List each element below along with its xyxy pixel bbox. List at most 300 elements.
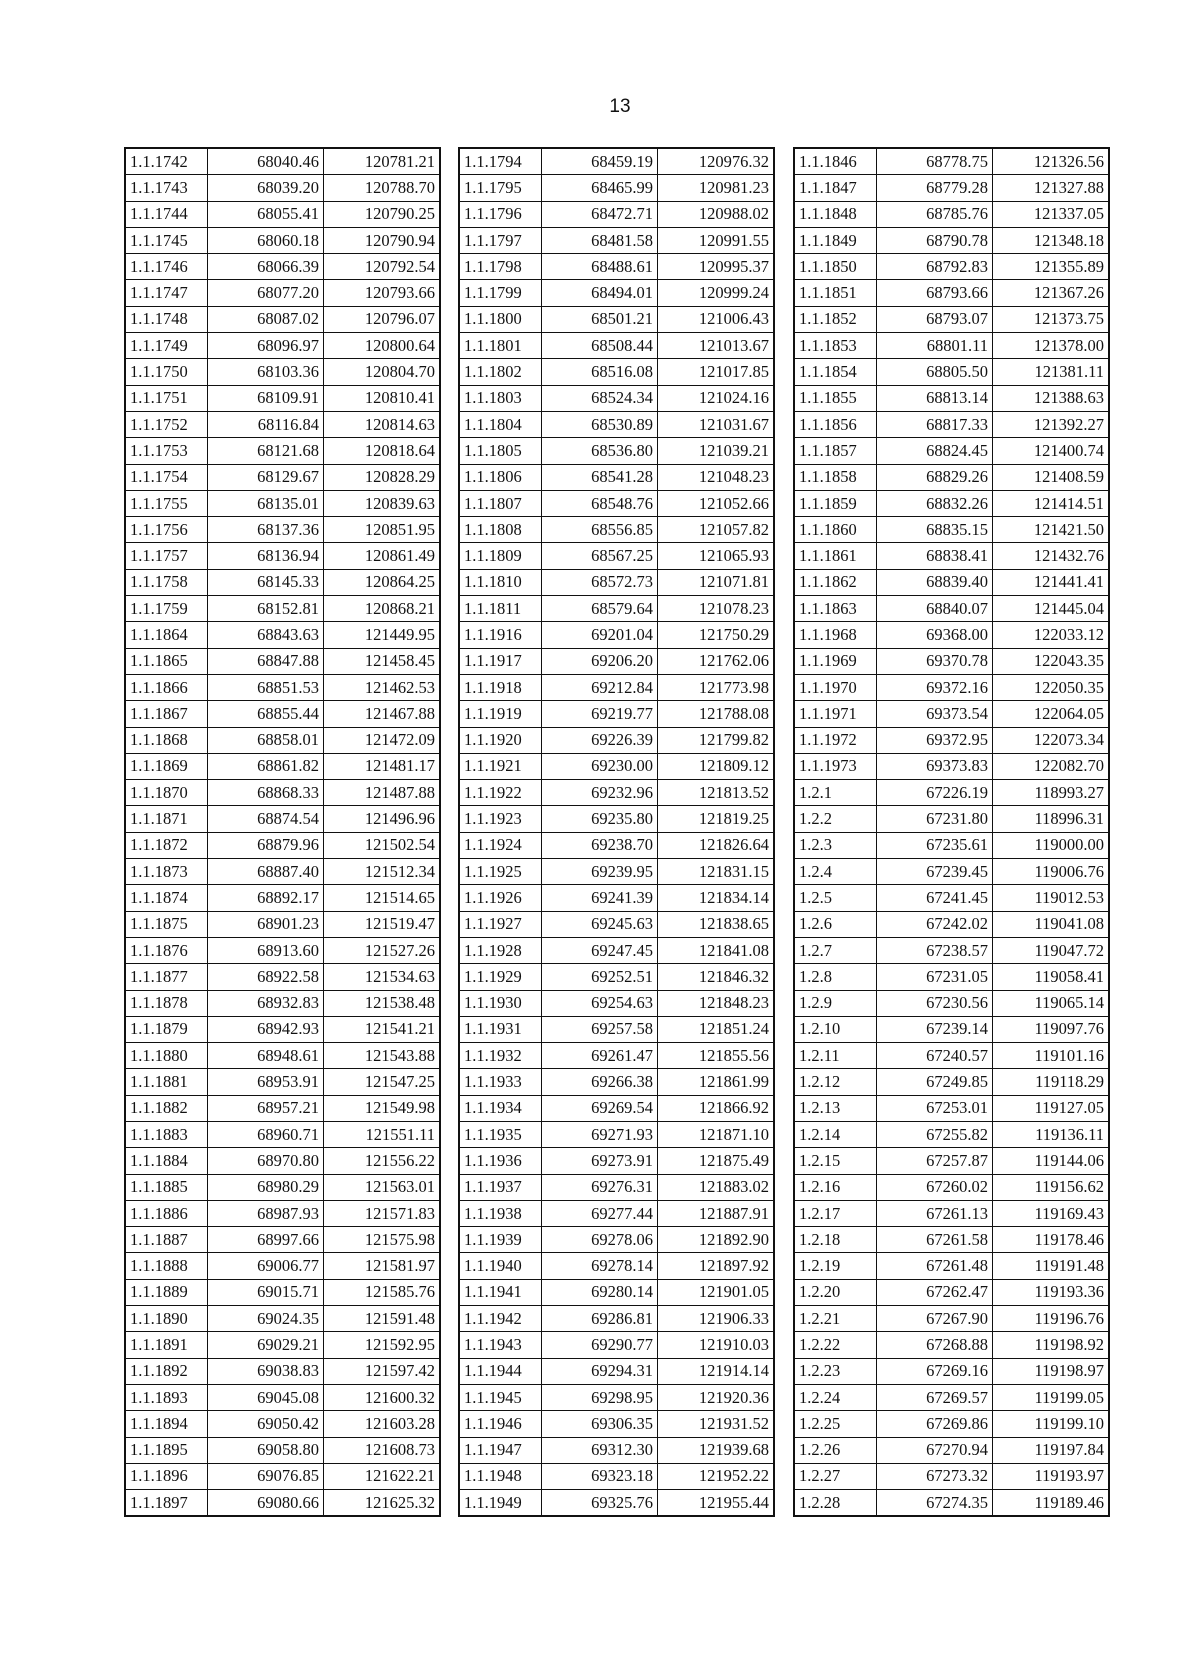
y-coordinate-cell: 119041.08: [993, 911, 1110, 937]
point-id-cell: 1.1.1848: [794, 201, 877, 227]
table-row: [459, 1043, 774, 1069]
y-coordinate-cell: 121057.82: [658, 517, 775, 543]
x-coordinate-cell: 69252.51: [542, 964, 658, 990]
table-row: [459, 1437, 774, 1463]
y-coordinate-cell: 119118.29: [993, 1069, 1110, 1095]
table-row: [794, 227, 1109, 253]
point-id-cell: 1.1.1811: [459, 596, 542, 622]
y-coordinate-cell: 120792.54: [324, 254, 441, 280]
y-coordinate-cell: 119058.41: [993, 964, 1110, 990]
table-row: [125, 648, 440, 674]
point-id-cell: 1.1.1802: [459, 359, 542, 385]
x-coordinate-cell: 69273.91: [542, 1148, 658, 1174]
x-coordinate-cell: 68851.53: [208, 674, 324, 700]
point-id-cell: 1.1.1747: [125, 280, 208, 306]
point-id-cell: 1.1.1752: [125, 411, 208, 437]
y-coordinate-cell: 121367.26: [993, 280, 1110, 306]
point-id-cell: 1.1.1801: [459, 333, 542, 359]
point-id-cell: 1.1.1947: [459, 1437, 542, 1463]
x-coordinate-cell: 69294.31: [542, 1358, 658, 1384]
y-coordinate-cell: 122050.35: [993, 674, 1110, 700]
y-coordinate-cell: 119000.00: [993, 832, 1110, 858]
y-coordinate-cell: 121883.02: [658, 1174, 775, 1200]
x-coordinate-cell: 68840.07: [877, 596, 993, 622]
table-row: [125, 1095, 440, 1121]
point-id-cell: 1.1.1916: [459, 622, 542, 648]
y-coordinate-cell: 121841.08: [658, 937, 775, 963]
x-coordinate-cell: 69245.63: [542, 911, 658, 937]
point-id-cell: 1.1.1932: [459, 1043, 542, 1069]
point-id-cell: 1.1.1860: [794, 517, 877, 543]
table-row: [125, 1332, 440, 1358]
y-coordinate-cell: 121914.14: [658, 1358, 775, 1384]
point-id-cell: 1.1.1870: [125, 780, 208, 806]
y-coordinate-cell: 119199.10: [993, 1411, 1110, 1437]
y-coordinate-cell: 121534.63: [324, 964, 441, 990]
y-coordinate-cell: 120839.63: [324, 490, 441, 516]
point-id-cell: 1.1.1871: [125, 806, 208, 832]
point-id-cell: 1.2.2: [794, 806, 877, 832]
table-row: [794, 464, 1109, 490]
x-coordinate-cell: 69257.58: [542, 1016, 658, 1042]
x-coordinate-cell: 68838.41: [877, 543, 993, 569]
y-coordinate-cell: 120999.24: [658, 280, 775, 306]
table-row: [794, 648, 1109, 674]
table-row: [125, 1437, 440, 1463]
y-coordinate-cell: 119191.48: [993, 1253, 1110, 1279]
table-row: [459, 674, 774, 700]
table-row: [794, 411, 1109, 437]
point-id-cell: 1.1.1743: [125, 175, 208, 201]
y-coordinate-cell: 121547.25: [324, 1069, 441, 1095]
y-coordinate-cell: 121502.54: [324, 832, 441, 858]
y-coordinate-cell: 121910.03: [658, 1332, 775, 1358]
table-row: [125, 806, 440, 832]
y-coordinate-cell: 120981.23: [658, 175, 775, 201]
x-coordinate-cell: 68039.20: [208, 175, 324, 201]
y-coordinate-cell: 120796.07: [324, 306, 441, 332]
x-coordinate-cell: 69372.95: [877, 727, 993, 753]
x-coordinate-cell: 68516.08: [542, 359, 658, 385]
table-row: [459, 990, 774, 1016]
table-row: [459, 1490, 774, 1517]
y-coordinate-cell: 120781.21: [324, 148, 441, 175]
x-coordinate-cell: 69045.08: [208, 1384, 324, 1410]
y-coordinate-cell: 121496.96: [324, 806, 441, 832]
y-coordinate-cell: 119144.06: [993, 1148, 1110, 1174]
point-id-cell: 1.1.1857: [794, 438, 877, 464]
point-id-cell: 1.2.10: [794, 1016, 877, 1042]
y-coordinate-cell: 121065.93: [658, 543, 775, 569]
y-coordinate-cell: 121039.21: [658, 438, 775, 464]
x-coordinate-cell: 69247.45: [542, 937, 658, 963]
point-id-cell: 1.1.1867: [125, 701, 208, 727]
table-row: [794, 148, 1109, 175]
x-coordinate-cell: 68793.66: [877, 280, 993, 306]
y-coordinate-cell: 121603.28: [324, 1411, 441, 1437]
y-coordinate-cell: 120828.29: [324, 464, 441, 490]
y-coordinate-cell: 121861.99: [658, 1069, 775, 1095]
x-coordinate-cell: 68953.91: [208, 1069, 324, 1095]
y-coordinate-cell: 121920.36: [658, 1384, 775, 1410]
point-id-cell: 1.1.1806: [459, 464, 542, 490]
table-row: [459, 832, 774, 858]
point-id-cell: 1.1.1858: [794, 464, 877, 490]
point-id-cell: 1.2.17: [794, 1200, 877, 1226]
table-row: [459, 1095, 774, 1121]
y-coordinate-cell: 119097.76: [993, 1016, 1110, 1042]
y-coordinate-cell: 120991.55: [658, 227, 775, 253]
y-coordinate-cell: 121326.56: [993, 148, 1110, 175]
point-id-cell: 1.1.1807: [459, 490, 542, 516]
point-id-cell: 1.1.1759: [125, 596, 208, 622]
y-coordinate-cell: 120810.41: [324, 385, 441, 411]
point-id-cell: 1.1.1755: [125, 490, 208, 516]
x-coordinate-cell: 68861.82: [208, 753, 324, 779]
table-row: [459, 1463, 774, 1489]
table-row: [459, 937, 774, 963]
x-coordinate-cell: 69015.71: [208, 1279, 324, 1305]
point-id-cell: 1.1.1751: [125, 385, 208, 411]
x-coordinate-cell: 68832.26: [877, 490, 993, 516]
x-coordinate-cell: 68970.80: [208, 1148, 324, 1174]
x-coordinate-cell: 69278.14: [542, 1253, 658, 1279]
point-id-cell: 1.1.1897: [125, 1490, 208, 1517]
y-coordinate-cell: 121563.01: [324, 1174, 441, 1200]
y-coordinate-cell: 121543.88: [324, 1043, 441, 1069]
point-id-cell: 1.1.1942: [459, 1306, 542, 1332]
point-id-cell: 1.1.1925: [459, 859, 542, 885]
y-coordinate-cell: 121514.65: [324, 885, 441, 911]
x-coordinate-cell: 68980.29: [208, 1174, 324, 1200]
x-coordinate-cell: 67269.86: [877, 1411, 993, 1437]
table-row: [794, 674, 1109, 700]
table-row: [459, 201, 774, 227]
table-row: [794, 753, 1109, 779]
table-row: [459, 306, 774, 332]
table-row: [125, 411, 440, 437]
x-coordinate-cell: 69212.84: [542, 674, 658, 700]
y-coordinate-cell: 121622.21: [324, 1463, 441, 1489]
table-row: [459, 859, 774, 885]
y-coordinate-cell: 121381.11: [993, 359, 1110, 385]
y-coordinate-cell: 121592.95: [324, 1332, 441, 1358]
x-coordinate-cell: 68997.66: [208, 1227, 324, 1253]
y-coordinate-cell: 119012.53: [993, 885, 1110, 911]
x-coordinate-cell: 69372.16: [877, 674, 993, 700]
table-row: [794, 175, 1109, 201]
table-row: [459, 885, 774, 911]
point-id-cell: 1.2.3: [794, 832, 877, 858]
y-coordinate-cell: 118993.27: [993, 780, 1110, 806]
point-id-cell: 1.1.1869: [125, 753, 208, 779]
x-coordinate-cell: 69076.85: [208, 1463, 324, 1489]
table-row: [459, 1121, 774, 1147]
y-coordinate-cell: 121006.43: [658, 306, 775, 332]
point-id-cell: 1.1.1756: [125, 517, 208, 543]
y-coordinate-cell: 121750.29: [658, 622, 775, 648]
table-row: [794, 254, 1109, 280]
x-coordinate-cell: 67262.47: [877, 1279, 993, 1305]
table-row: [794, 569, 1109, 595]
point-id-cell: 1.1.1804: [459, 411, 542, 437]
x-coordinate-cell: 67261.48: [877, 1253, 993, 1279]
table-row: [125, 1043, 440, 1069]
y-coordinate-cell: 121813.52: [658, 780, 775, 806]
point-id-cell: 1.1.1940: [459, 1253, 542, 1279]
x-coordinate-cell: 68472.71: [542, 201, 658, 227]
x-coordinate-cell: 68790.78: [877, 227, 993, 253]
x-coordinate-cell: 67235.61: [877, 832, 993, 858]
x-coordinate-cell: 68817.33: [877, 411, 993, 437]
x-coordinate-cell: 68843.63: [208, 622, 324, 648]
table-row: [459, 780, 774, 806]
table-row: [794, 990, 1109, 1016]
point-id-cell: 1.2.11: [794, 1043, 877, 1069]
table-row: [125, 1279, 440, 1305]
x-coordinate-cell: 69323.18: [542, 1463, 658, 1489]
point-id-cell: 1.1.1946: [459, 1411, 542, 1437]
table-row: [125, 622, 440, 648]
y-coordinate-cell: 121851.24: [658, 1016, 775, 1042]
y-coordinate-cell: 120790.94: [324, 227, 441, 253]
x-coordinate-cell: 67238.57: [877, 937, 993, 963]
table-row: [459, 1200, 774, 1226]
point-id-cell: 1.2.13: [794, 1095, 877, 1121]
point-id-cell: 1.1.1917: [459, 648, 542, 674]
x-coordinate-cell: 69278.06: [542, 1227, 658, 1253]
table-row: [125, 1253, 440, 1279]
table-row: [125, 964, 440, 990]
y-coordinate-cell: 121897.92: [658, 1253, 775, 1279]
point-id-cell: 1.1.1890: [125, 1306, 208, 1332]
table-row: [459, 1069, 774, 1095]
point-id-cell: 1.1.1928: [459, 937, 542, 963]
table-row: [794, 1358, 1109, 1384]
y-coordinate-cell: 121408.59: [993, 464, 1110, 490]
x-coordinate-cell: 69325.76: [542, 1490, 658, 1517]
x-coordinate-cell: 69058.80: [208, 1437, 324, 1463]
y-coordinate-cell: 121378.00: [993, 333, 1110, 359]
y-coordinate-cell: 121373.75: [993, 306, 1110, 332]
point-id-cell: 1.2.21: [794, 1306, 877, 1332]
x-coordinate-cell: 68901.23: [208, 911, 324, 937]
y-coordinate-cell: 122073.34: [993, 727, 1110, 753]
point-id-cell: 1.1.1800: [459, 306, 542, 332]
table-row: [125, 1121, 440, 1147]
x-coordinate-cell: 67242.02: [877, 911, 993, 937]
y-coordinate-cell: 120790.25: [324, 201, 441, 227]
x-coordinate-cell: 68488.61: [542, 254, 658, 280]
table-row: [794, 280, 1109, 306]
x-coordinate-cell: 69029.21: [208, 1332, 324, 1358]
table-row: [459, 280, 774, 306]
x-coordinate-cell: 68459.19: [542, 148, 658, 175]
table-row: [794, 1016, 1109, 1042]
table-row: [125, 1227, 440, 1253]
x-coordinate-cell: 67269.16: [877, 1358, 993, 1384]
y-coordinate-cell: 121762.06: [658, 648, 775, 674]
table-row: [459, 359, 774, 385]
point-id-cell: 1.1.1972: [794, 727, 877, 753]
x-coordinate-cell: 67253.01: [877, 1095, 993, 1121]
table-row: [794, 937, 1109, 963]
y-coordinate-cell: 120804.70: [324, 359, 441, 385]
y-coordinate-cell: 119169.43: [993, 1200, 1110, 1226]
table-row: [794, 596, 1109, 622]
table-row: [459, 1332, 774, 1358]
point-id-cell: 1.1.1973: [794, 753, 877, 779]
x-coordinate-cell: 68829.26: [877, 464, 993, 490]
table-row: [125, 1200, 440, 1226]
x-coordinate-cell: 69024.35: [208, 1306, 324, 1332]
point-id-cell: 1.1.1847: [794, 175, 877, 201]
x-coordinate-cell: 67239.45: [877, 859, 993, 885]
table-row: [125, 333, 440, 359]
table-row: [125, 911, 440, 937]
table-row: [459, 438, 774, 464]
x-coordinate-cell: 69238.70: [542, 832, 658, 858]
y-coordinate-cell: 121052.66: [658, 490, 775, 516]
x-coordinate-cell: 68948.61: [208, 1043, 324, 1069]
y-coordinate-cell: 121838.65: [658, 911, 775, 937]
table-row: [459, 1411, 774, 1437]
table-row: [459, 411, 774, 437]
table-row: [794, 490, 1109, 516]
y-coordinate-cell: 121773.98: [658, 674, 775, 700]
x-coordinate-cell: 68087.02: [208, 306, 324, 332]
y-coordinate-cell: 121414.51: [993, 490, 1110, 516]
table-row: [794, 517, 1109, 543]
point-id-cell: 1.1.1797: [459, 227, 542, 253]
table-row: [125, 832, 440, 858]
y-coordinate-cell: 121906.33: [658, 1306, 775, 1332]
table-row: [794, 1095, 1109, 1121]
point-id-cell: 1.1.1748: [125, 306, 208, 332]
table-row: [794, 1411, 1109, 1437]
point-id-cell: 1.1.1878: [125, 990, 208, 1016]
point-id-cell: 1.1.1866: [125, 674, 208, 700]
y-coordinate-cell: 121445.04: [993, 596, 1110, 622]
y-coordinate-cell: 121449.95: [324, 622, 441, 648]
x-coordinate-cell: 68567.25: [542, 543, 658, 569]
point-id-cell: 1.1.1856: [794, 411, 877, 437]
point-id-cell: 1.1.1921: [459, 753, 542, 779]
x-coordinate-cell: 69226.39: [542, 727, 658, 753]
table-row: [459, 1279, 774, 1305]
table-row: [794, 1148, 1109, 1174]
x-coordinate-cell: 68152.81: [208, 596, 324, 622]
table-row: [125, 385, 440, 411]
x-coordinate-cell: 68957.21: [208, 1095, 324, 1121]
table-row: [794, 1174, 1109, 1200]
point-id-cell: 1.1.1873: [125, 859, 208, 885]
y-coordinate-cell: 121591.48: [324, 1306, 441, 1332]
table-row: [794, 438, 1109, 464]
x-coordinate-cell: 68987.93: [208, 1200, 324, 1226]
point-id-cell: 1.1.1891: [125, 1332, 208, 1358]
y-coordinate-cell: 121901.05: [658, 1279, 775, 1305]
point-id-cell: 1.1.1757: [125, 543, 208, 569]
point-id-cell: 1.2.14: [794, 1121, 877, 1147]
x-coordinate-cell: 68548.76: [542, 490, 658, 516]
x-coordinate-cell: 67226.19: [877, 780, 993, 806]
table-row: [125, 1016, 440, 1042]
table-row: [125, 359, 440, 385]
x-coordinate-cell: 68779.28: [877, 175, 993, 201]
x-coordinate-cell: 68501.21: [542, 306, 658, 332]
x-coordinate-cell: 68116.84: [208, 411, 324, 437]
table-row: [125, 674, 440, 700]
point-id-cell: 1.1.1888: [125, 1253, 208, 1279]
table-row: [125, 175, 440, 201]
table-row: [125, 937, 440, 963]
y-coordinate-cell: 121788.08: [658, 701, 775, 727]
x-coordinate-cell: 67268.88: [877, 1332, 993, 1358]
table-row: [459, 1148, 774, 1174]
table-row: [125, 885, 440, 911]
x-coordinate-cell: 68530.89: [542, 411, 658, 437]
point-id-cell: 1.1.1846: [794, 148, 877, 175]
table-row: [794, 1306, 1109, 1332]
y-coordinate-cell: 121600.32: [324, 1384, 441, 1410]
x-coordinate-cell: 67230.56: [877, 990, 993, 1016]
y-coordinate-cell: 120861.49: [324, 543, 441, 569]
y-coordinate-cell: 122033.12: [993, 622, 1110, 648]
y-coordinate-cell: 119065.14: [993, 990, 1110, 1016]
point-id-cell: 1.1.1803: [459, 385, 542, 411]
y-coordinate-cell: 120864.25: [324, 569, 441, 595]
point-id-cell: 1.1.1943: [459, 1332, 542, 1358]
x-coordinate-cell: 69312.30: [542, 1437, 658, 1463]
point-id-cell: 1.1.1922: [459, 780, 542, 806]
point-id-cell: 1.2.4: [794, 859, 877, 885]
table-row: [125, 227, 440, 253]
y-coordinate-cell: 121071.81: [658, 569, 775, 595]
x-coordinate-cell: 67269.57: [877, 1384, 993, 1410]
y-coordinate-cell: 122082.70: [993, 753, 1110, 779]
y-coordinate-cell: 119189.46: [993, 1490, 1110, 1517]
x-coordinate-cell: 69277.44: [542, 1200, 658, 1226]
point-id-cell: 1.1.1939: [459, 1227, 542, 1253]
x-coordinate-cell: 69298.95: [542, 1384, 658, 1410]
point-id-cell: 1.2.28: [794, 1490, 877, 1517]
table-row: [459, 622, 774, 648]
table-row: [125, 254, 440, 280]
point-id-cell: 1.1.1794: [459, 148, 542, 175]
y-coordinate-cell: 121834.14: [658, 885, 775, 911]
x-coordinate-cell: 68868.33: [208, 780, 324, 806]
y-coordinate-cell: 119197.84: [993, 1437, 1110, 1463]
x-coordinate-cell: 68524.34: [542, 385, 658, 411]
x-coordinate-cell: 68145.33: [208, 569, 324, 595]
x-coordinate-cell: 67241.45: [877, 885, 993, 911]
y-coordinate-cell: 121875.49: [658, 1148, 775, 1174]
point-id-cell: 1.1.1799: [459, 280, 542, 306]
table-row: [459, 911, 774, 937]
table-row: [794, 1227, 1109, 1253]
point-id-cell: 1.1.1863: [794, 596, 877, 622]
y-coordinate-cell: 121355.89: [993, 254, 1110, 280]
table-row: [125, 1411, 440, 1437]
point-id-cell: 1.2.24: [794, 1384, 877, 1410]
table-row: [459, 254, 774, 280]
x-coordinate-cell: 67231.80: [877, 806, 993, 832]
y-coordinate-cell: 121952.22: [658, 1463, 775, 1489]
x-coordinate-cell: 68103.36: [208, 359, 324, 385]
y-coordinate-cell: 121871.10: [658, 1121, 775, 1147]
y-coordinate-cell: 120818.64: [324, 438, 441, 464]
